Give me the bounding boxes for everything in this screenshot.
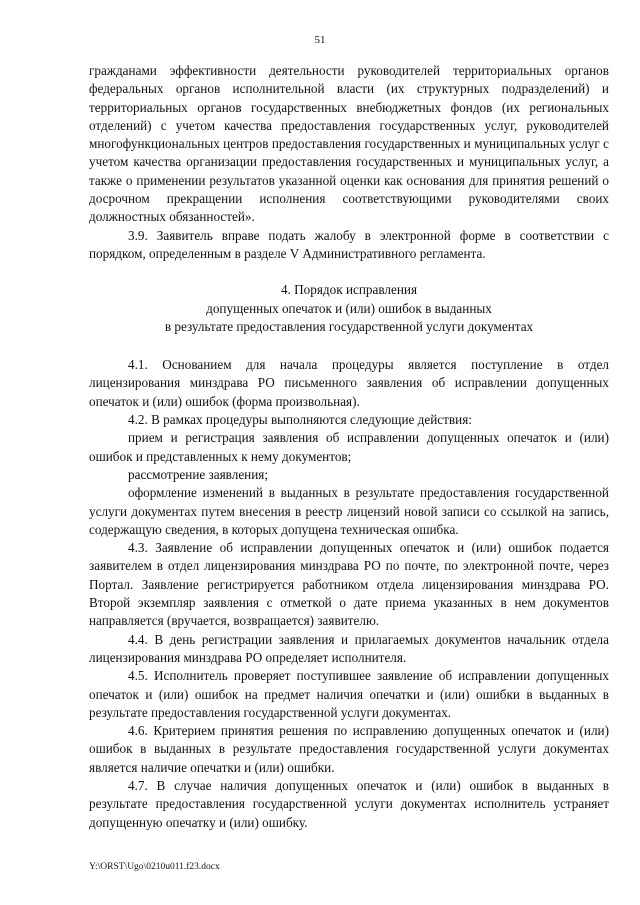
list-item-changes: оформление изменений в выданных в результате предоставления государственной услуги документах путем внесения в реестр лицензий новой записи со ссылкой на запись, содержащую сведения, в которых допущена техническая ошибка. <box>89 485 609 537</box>
section-heading <box>89 281 609 336</box>
list-item-review: рассмотрение заявления; <box>128 466 269 482</box>
paragraph-4-1: 4.1. Основанием для начала процедуры является поступление в отдел лицензирования минздрава РО письменного заявления об исправлении допущенных опечаток и (или) ошибок (форма произвольная). <box>89 357 609 409</box>
paragraph-continuation: гражданами эффективности деятельности руководителей территориальных органов федеральных органов исполнительной власти (их структурных подразделений) и территориальных органов государственных внебюджетных фондов (их региональных отделений) с учетом качества предоставления государственных услуг, руководителей многофункциональных центров предоставления государственных и муниципальных услуг с учетом качества организации предоставления государственных и муниципальных услуг, а также о применении результатов указанной оценки как основания для принятия решений о досрочном прекращении исполнения соответствующими руководителями своих должностных обязанностей». <box>89 63 609 225</box>
list-item-receipt: прием и регистрация заявления об исправлении допущенных опечаток и (или) ошибок и представленных к нему документов; <box>89 430 609 464</box>
page-number: 51 <box>314 34 326 46</box>
paragraph-4-5: 4.5. Исполнитель проверяет поступившее заявление об исправлении допущенных опечаток и (или) ошибок на предмет наличия опечатки и (или) ошибки в выданных в результате предоставления государственной услуги документах. <box>89 668 609 720</box>
heading-line-2: допущенных опечаток и (или) ошибок в выданных <box>206 300 492 316</box>
paragraph-4-4: 4.4. В день регистрации заявления и прилагаемых документов начальник отдела лицензирования минздрава РО определяет исполнителя. <box>89 631 609 665</box>
paragraph-4-2: 4.2. В рамках процедуры выполняются следующие действия: <box>128 412 472 428</box>
paragraph-3-9: 3.9. Заявитель вправе подать жалобу в электронной форме в соответствии с порядком, определенным в разделе V Административного регламента. <box>89 227 609 261</box>
file-path-footer: Y:\ORST\Ugo\0210u011.f23.docx <box>89 862 220 872</box>
paragraph-4-3: 4.3. Заявление об исправлении допущенных опечаток и (или) ошибок подается заявителем в отдел лицензирования минздрава РО по почте, по электронной почте, через Портал. Заявление регистрируется работником отдела лицензирования минздрава РО. Второй экземпляр заявления с отметкой о дате приема указанных в нем документов направляется (вручается, возвращается) заявителю. <box>89 540 609 629</box>
heading-line-1: 4. Порядок исправления <box>280 282 418 298</box>
paragraph-4-6: 4.6. Критерием принятия решения по исправлению допущенных опечаток и (или) ошибок в выданных в результате предоставления государственной услуги документах является наличие опечатки и (или) ошибки. <box>89 723 609 775</box>
heading-line-3: в результате предоставления государственной услуги документах <box>164 318 534 334</box>
document-body <box>89 62 609 832</box>
paragraph-4-7: 4.7. В случае наличия допущенных опечаток и (или) ошибок в выданных в результате предоставления государственной услуги документах исполнитель устраняет допущенную опечатку и (или) ошибку. <box>89 777 609 830</box>
